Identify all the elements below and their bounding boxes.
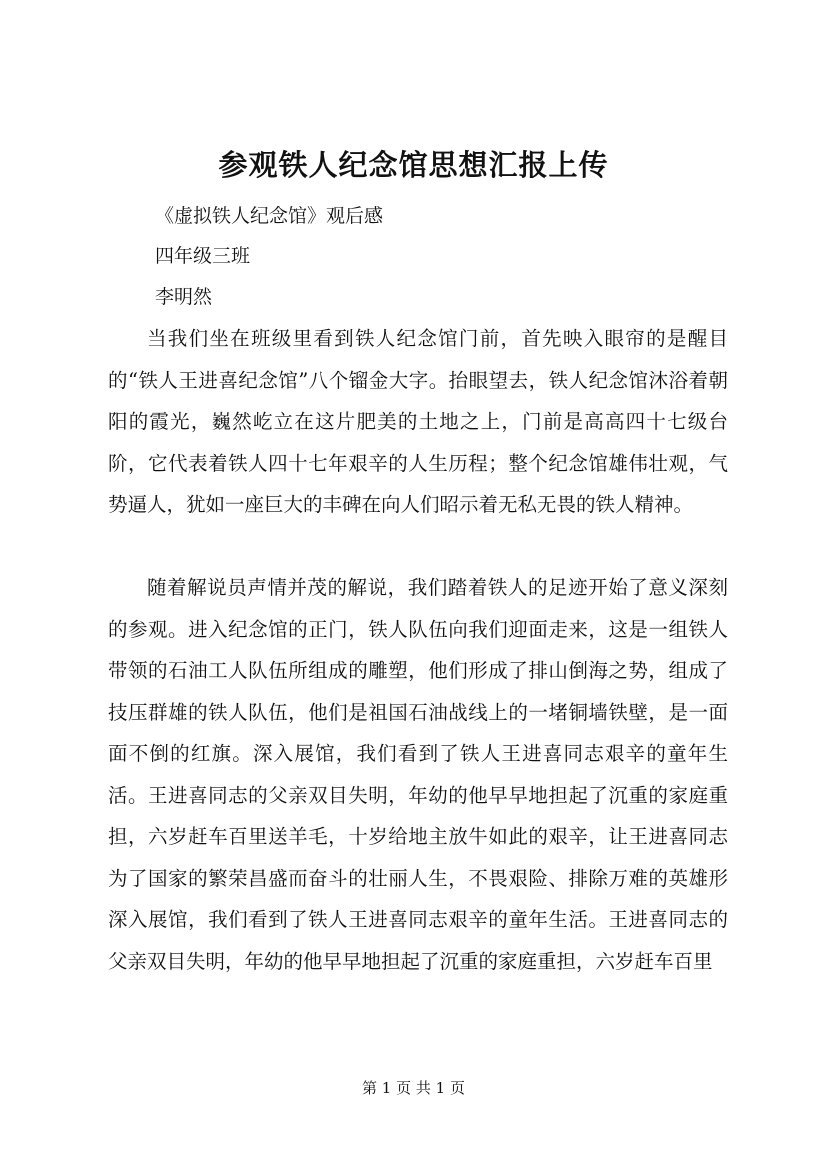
page-number-footer: 第 1 页 共 1 页 — [362, 1079, 465, 1097]
document-title: 参观铁人纪念馆思想汇报上传 — [218, 148, 609, 182]
essay-subtitle: 《虚拟铁人纪念馆》观后感 — [155, 205, 384, 227]
paragraph-1: 当我们坐在班级里看到铁人纪念馆门前，首先映入眼帘的是醒目的“铁人王进喜纪念馆”八个镏金大字。抬眼望去，铁人纪念馆沐浴着朝阳的霞光，巍然屹立在这片肥美的土地之上，门前是高高四十七级台阶，它代表着铁人四十七年艰辛的人生历程；整个纪念馆雄伟壮观，气势逼人，犹如一座巨大的丰碑在向人们昭示着无私无畏的铁人精神。 — [108, 327, 728, 516]
author-name: 李明然 — [155, 286, 213, 308]
class-name: 四年级三班 — [155, 245, 251, 267]
paragraph-2: 随着解说员声情并茂的解说，我们踏着铁人的足迹开始了意义深刻的参观。进入纪念馆的正门，铁人队伍向我们迎面走来，这是一组铁人带领的石油工人队伍所组成的雕塑，他们形成了排山倒海之势，组成了技压群雄的铁人队伍，他们是祖国石油战线上的一堵铜墙铁壁，是一面面不倒的红旗。深入展馆，我们看到了铁人王进喜同志艰辛的童年生活。王进喜同志的父亲双目失明，年幼的他早早地担起了沉重的家庭重担，六岁赶车百里送羊毛，十岁给地主放牛如此的艰辛，让王进喜同志为了国家的繁荣昌盛而奋斗的壮丽人生，不畏艰险、排除万难的英雄形深入展馆，我们看到了铁人王进喜同志艰辛的童年生活。王进喜同志的父亲双目失明，年幼的他早早地担起了沉重的家庭重担，六岁赶车百里 — [108, 576, 728, 973]
